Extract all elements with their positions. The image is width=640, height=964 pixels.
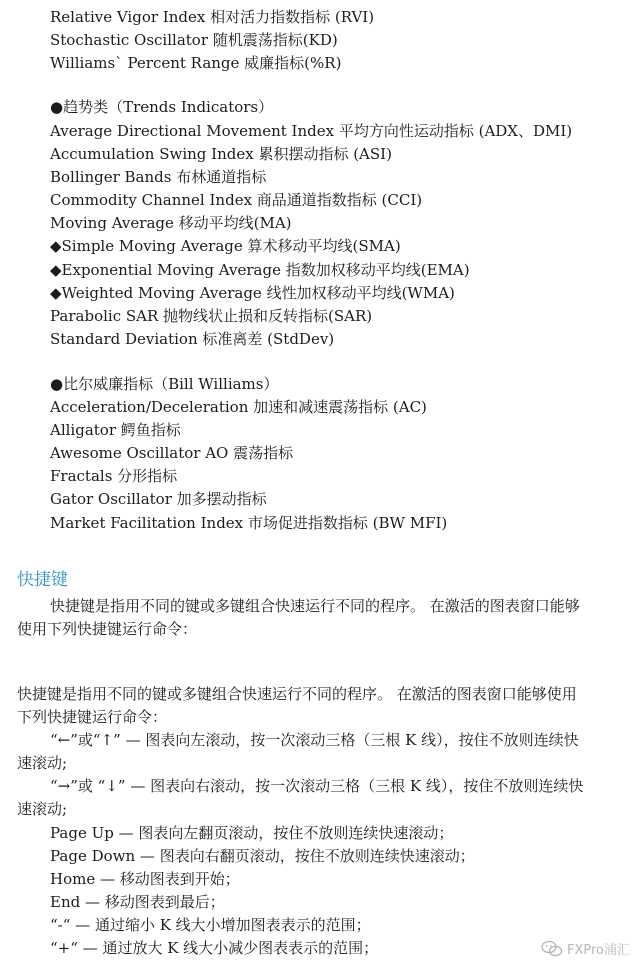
wechat-icon xyxy=(541,940,563,958)
watermark-text: FXPro浦汇 xyxy=(566,943,630,958)
shortcut-end: End — 移动图表到最后； xyxy=(50,893,225,911)
indicator-sma: ◆Simple Moving Average 算术移动平均线(SMA) xyxy=(50,237,401,255)
shortcut-right-line-2: 速滚动; xyxy=(17,800,68,818)
shortcuts-intro-b-line-1: 快捷键是指用不同的键或多键组合快速运行不同的程序。 在激活的图表窗口能够使用 xyxy=(17,685,577,703)
indicator-sar: Parabolic SAR 抛物线状止损和反转指标(SAR) xyxy=(50,307,373,325)
indicator-cci: Commodity Channel Index 商品通道指数指标 (CCI) xyxy=(50,191,423,209)
watermark xyxy=(541,939,630,958)
shortcut-plus: “+“ — 通过放大 K 线大小减少图表表示的范围； xyxy=(50,939,379,957)
indicator-stddev: Standard Deviation 标准离差 (StdDev) xyxy=(50,330,335,348)
indicator-gator: Gator Oscillator 加多摆动指标 xyxy=(50,490,267,508)
indicator-alligator: Alligator 鳄鱼指标 xyxy=(50,421,181,439)
trends-heading: ●趋势类（Trends Indicators） xyxy=(50,98,274,116)
indicator-asi: Accumulation Swing Index 累积摆动指标 (ASI) xyxy=(50,145,392,163)
shortcuts-heading: 快捷键 xyxy=(17,570,68,590)
bill-williams-heading: ●比尔威廉指标（Bill Williams） xyxy=(50,375,279,393)
shortcut-home: Home — 移动图表到开始； xyxy=(50,870,240,888)
indicator-fractals: Fractals 分形指标 xyxy=(50,467,178,485)
indicator-ma: Moving Average 移动平均线(MA) xyxy=(50,214,292,232)
indicator-ao: Awesome Oscillator AO 震荡指标 xyxy=(50,444,294,462)
indicator-ac: Acceleration/Deceleration 加速和减速震荡指标 (AC) xyxy=(50,398,427,416)
shortcut-left-line-2: 速滚动; xyxy=(17,754,68,772)
shortcut-minus: “-“ — 通过缩小 K 线大小增加图表表示的范围； xyxy=(50,916,371,934)
shortcut-page-down: Page Down — 图表向右翻页滚动，按住不放则连续快速滚动； xyxy=(50,847,475,865)
shortcuts-intro-line-2: 使用下列快捷键运行命令： xyxy=(17,620,198,638)
shortcuts-intro-line-1: 快捷键是指用不同的键或多键组合快速运行不同的程序。 在激活的图表窗口能够 xyxy=(50,597,580,615)
indicator-williams-r: Williams` Percent Range 威廉指标(%R) xyxy=(50,54,342,72)
shortcut-left-line-1: “←”或“↑” — 图表向左滚动，按一次滚动三格（三根 K 线），按住不放则连续快 xyxy=(50,731,579,749)
indicator-bollinger: Bollinger Bands 布林通道指标 xyxy=(50,168,267,186)
indicator-stochastic: Stochastic Oscillator 随机震荡指标(KD) xyxy=(50,31,338,49)
shortcut-page-up: Page Up — 图表向左翻页滚动，按住不放则连续快速滚动； xyxy=(50,824,454,842)
shortcut-right-line-1: “→”或 “↓” — 图表向右滚动，按一次滚动三格（三根 K 线），按住不放则连续快 xyxy=(50,777,584,795)
indicator-bw-mfi: Market Facilitation Index 市场促进指数指标 (BW MFI) xyxy=(50,514,448,532)
indicator-ema: ◆Exponential Moving Average 指数加权移动平均线(EMA) xyxy=(50,261,470,279)
shortcuts-intro-b-line-2: 下列快捷键运行命令： xyxy=(17,708,168,726)
indicator-adx: Average Directional Movement Index 平均方向性运动指标 (ADX、DMI) xyxy=(50,122,573,140)
indicator-rvi: Relative Vigor Index 相对活力指数指标 (RVI) xyxy=(50,8,375,26)
indicator-wma: ◆Weighted Moving Average 线性加权移动平均线(WMA) xyxy=(50,284,455,302)
